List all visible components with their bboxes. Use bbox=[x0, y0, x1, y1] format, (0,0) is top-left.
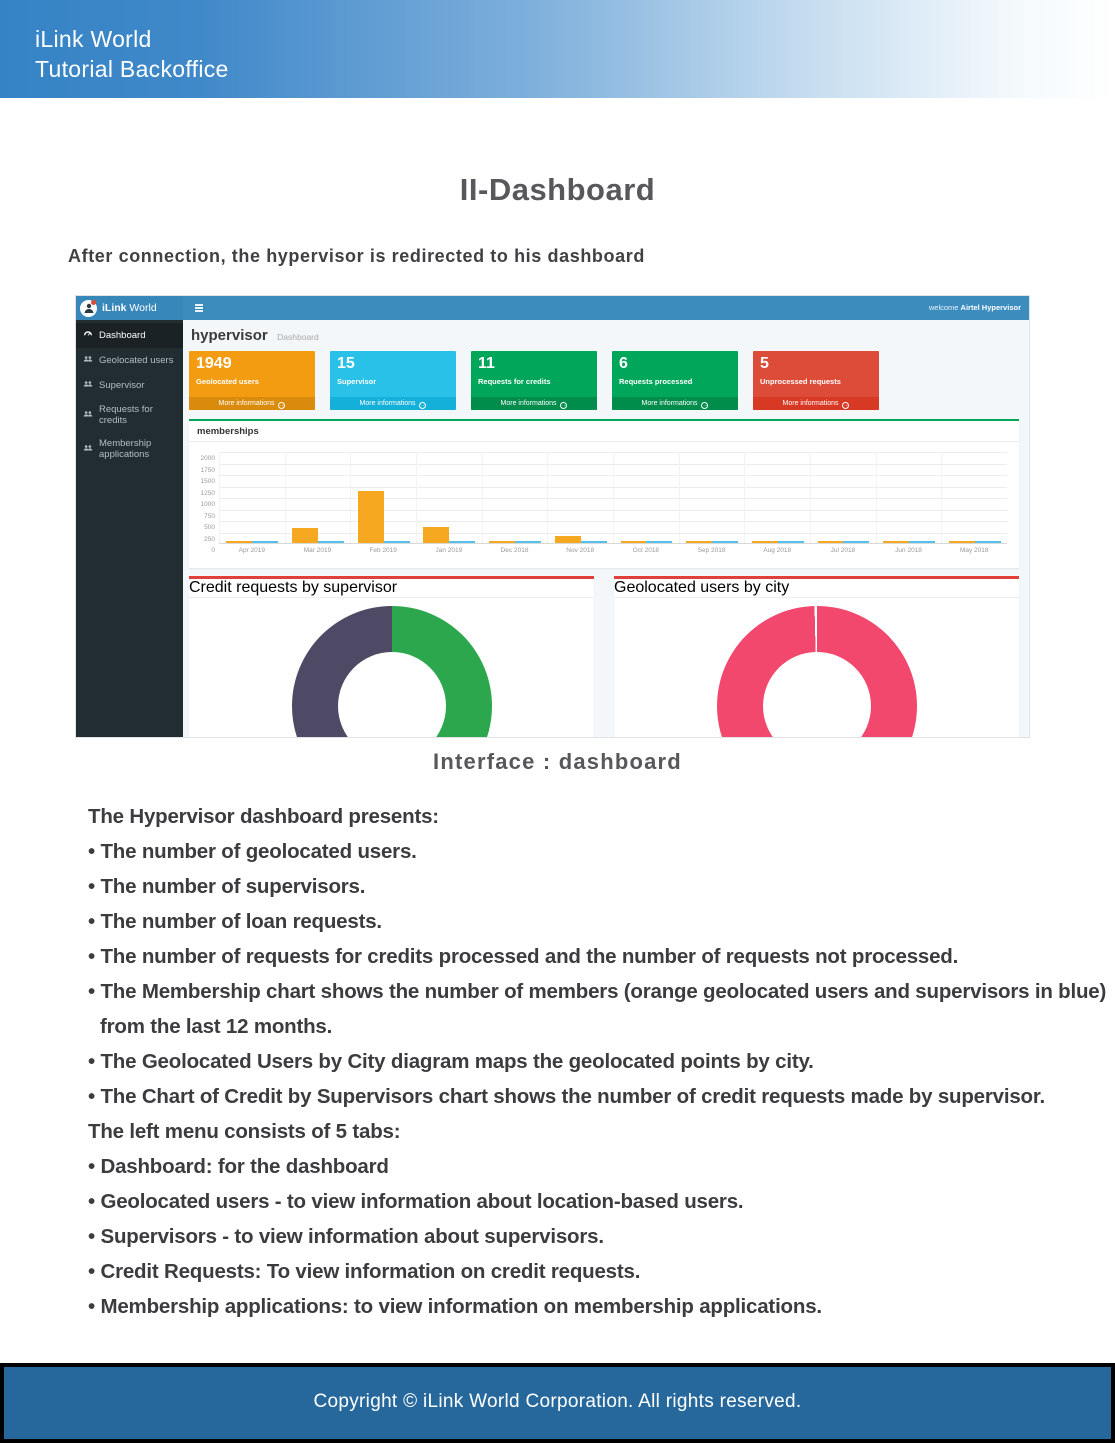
supervisors-blue-bar bbox=[975, 541, 1001, 543]
header-line-1: iLink World bbox=[35, 26, 152, 52]
y-axis-tick-label: 1750 bbox=[200, 466, 215, 474]
dashboard-heading-breadcrumb: Dashboard bbox=[277, 332, 319, 342]
bar-group-may-2018 bbox=[941, 452, 1007, 543]
donut-panels-row bbox=[189, 576, 1019, 737]
bullet-line: • The Chart of Credit by Supervisors chart shows the number of credit requests made by supervisor. bbox=[88, 1085, 1046, 1108]
bullet-line: • The number of geolocated users. bbox=[88, 840, 417, 863]
stat-card-label: Geolocated users bbox=[196, 377, 259, 386]
bar-group-feb-2019 bbox=[350, 452, 416, 543]
bullet-line: • Dashboard: for the dashboard bbox=[88, 1155, 389, 1178]
stat-card-geolocated-users bbox=[189, 351, 315, 410]
ilink-logo-icon bbox=[80, 300, 97, 317]
sidebar-item-requests-for-credits[interactable] bbox=[76, 398, 183, 432]
bar-group-apr-2019 bbox=[219, 452, 285, 543]
dashboard-screenshot bbox=[75, 295, 1030, 738]
stat-card-label: Supervisor bbox=[337, 377, 377, 386]
bar-chart-x-labels bbox=[219, 547, 1007, 554]
y-axis-tick-label: 750 bbox=[204, 512, 215, 520]
stat-card-requests-processed bbox=[612, 351, 738, 410]
x-axis-tick-label: Sep 2018 bbox=[697, 547, 726, 554]
supervisors-blue-bar bbox=[581, 541, 607, 543]
bar-group-dec-2018 bbox=[482, 452, 548, 543]
sidebar-item-label: Membership applications bbox=[99, 438, 152, 460]
dashboard-heading-title: hypervisor bbox=[191, 327, 268, 344]
geolocated-city-panel-title: Geolocated users by city bbox=[614, 579, 1019, 598]
sidebar-item-membership-applications[interactable] bbox=[76, 432, 183, 466]
text-line: The Hypervisor dashboard presents: bbox=[88, 805, 439, 828]
stat-card-value: 5 bbox=[760, 355, 769, 372]
stat-card-value: 6 bbox=[619, 355, 628, 372]
stat-card-supervisor bbox=[330, 351, 456, 410]
bullet-line: • Membership applications: to view information on membership applications. bbox=[88, 1295, 822, 1318]
stat-cards-row bbox=[189, 351, 1019, 410]
bullet-line: • Credit Requests: To view information on credit requests. bbox=[88, 1260, 641, 1283]
x-axis-tick-label: Aug 2018 bbox=[763, 547, 792, 554]
geolocated-users-orange-bar bbox=[752, 541, 778, 543]
brand-name bbox=[102, 302, 157, 314]
dashboard-heading bbox=[189, 325, 1019, 351]
more-informations-link[interactable]: More informations → bbox=[330, 397, 456, 410]
memberships-panel-title: memberships bbox=[189, 421, 1019, 442]
geolocated-users-orange-bar bbox=[423, 527, 449, 543]
stat-card-body bbox=[471, 351, 597, 397]
bullet-line: • The number of requests for credits processed and the number of requests not processed. bbox=[88, 945, 959, 968]
gauge-icon bbox=[83, 329, 93, 342]
x-axis-tick-label: Mar 2019 bbox=[303, 547, 332, 554]
x-axis-tick-label: May 2018 bbox=[959, 547, 989, 554]
stat-card-requests-for-credits bbox=[471, 351, 597, 410]
y-axis-tick-label: 0 bbox=[211, 547, 215, 554]
text-line: The left menu consists of 5 tabs: bbox=[88, 1120, 401, 1143]
bullet-line: • The number of loan requests. bbox=[88, 910, 382, 933]
bullet-line: • The Geolocated Users by City diagram maps the geolocated points by city. bbox=[88, 1050, 814, 1073]
supervisors-blue-bar bbox=[515, 541, 541, 543]
sidebar-item-label: Geolocated users bbox=[99, 355, 174, 366]
supervisors-blue-bar bbox=[318, 541, 344, 543]
bullet-line: • Geolocated users - to view information about location-based users. bbox=[88, 1190, 744, 1213]
users-icon bbox=[83, 379, 93, 392]
donut-hole bbox=[763, 652, 871, 737]
bar-group-jun-2018 bbox=[876, 452, 942, 543]
arrow-circle-icon: → bbox=[843, 402, 849, 408]
y-axis-tick-label: 250 bbox=[204, 535, 215, 543]
geolocated-users-orange-bar bbox=[489, 541, 515, 543]
geolocated-users-orange-bar bbox=[621, 541, 647, 543]
arrow-circle-icon: → bbox=[702, 402, 708, 408]
more-informations-link[interactable]: More informations → bbox=[189, 397, 315, 410]
page-subtitle: After connection, the hypervisor is redirected to his dashboard bbox=[68, 246, 645, 266]
x-axis-tick-label: Jan 2019 bbox=[435, 547, 463, 554]
brand-name-regular: World bbox=[126, 302, 157, 314]
text-line: from the last 12 months. bbox=[100, 1015, 333, 1038]
x-axis-tick-label: Feb 2019 bbox=[369, 547, 397, 554]
stat-card-unprocessed-requests bbox=[753, 351, 879, 410]
users-icon bbox=[83, 354, 93, 367]
geolocated-city-panel bbox=[614, 576, 1019, 737]
sidebar-item-label: Requests for credits bbox=[99, 404, 153, 426]
memberships-panel bbox=[189, 419, 1019, 568]
welcome-message: welcome Airtel Hypervisor bbox=[928, 303, 1021, 312]
sidebar-item-label: Supervisor bbox=[99, 380, 145, 391]
supervisors-blue-bar bbox=[449, 541, 475, 543]
bar-group-oct-2018 bbox=[613, 452, 679, 543]
y-axis-tick-label: 1500 bbox=[200, 478, 215, 485]
more-informations-link[interactable]: More informations → bbox=[471, 397, 597, 410]
supervisors-blue-bar bbox=[384, 541, 410, 543]
geolocated-users-orange-bar bbox=[292, 528, 318, 543]
supervisors-blue-bar bbox=[712, 541, 738, 543]
supervisors-blue-bar bbox=[843, 541, 869, 543]
x-axis-tick-label: Jul 2018 bbox=[830, 547, 856, 554]
users-icon bbox=[83, 443, 93, 456]
bar-group-nov-2018 bbox=[547, 452, 613, 543]
x-axis-tick-label: Jun 2018 bbox=[895, 547, 922, 554]
x-axis-tick-label: Nov 2018 bbox=[566, 547, 595, 554]
bar-group-mar-2019 bbox=[285, 452, 351, 543]
brand-name-bold: iLink bbox=[102, 302, 127, 314]
bar-group-aug-2018 bbox=[744, 452, 810, 543]
stat-card-body bbox=[612, 351, 738, 397]
screenshot-caption: Interface : dashboard bbox=[433, 749, 682, 774]
geolocated-users-orange-bar bbox=[555, 536, 581, 543]
supervisors-blue-bar bbox=[646, 541, 672, 543]
body-text bbox=[88, 799, 1107, 1324]
y-axis-tick-label: 2000 bbox=[200, 455, 215, 462]
supervisors-blue-bar bbox=[252, 541, 278, 543]
donut-hole bbox=[338, 652, 446, 737]
geolocated-city-donut-chart bbox=[717, 606, 917, 737]
y-axis-tick-label: 500 bbox=[204, 524, 215, 531]
geolocated-users-orange-bar bbox=[818, 541, 844, 543]
credit-requests-panel-title: Credit requests by supervisor bbox=[189, 579, 594, 598]
stat-card-label: Requests for credits bbox=[478, 377, 551, 386]
stat-card-body bbox=[330, 351, 456, 397]
supervisors-blue-bar bbox=[778, 541, 804, 543]
more-informations-link[interactable]: More informations → bbox=[612, 397, 738, 410]
document-footer: Copyright © iLink World Corporation. All rights reserved. bbox=[0, 1363, 1115, 1443]
hamburger-menu-icon[interactable] bbox=[195, 296, 203, 320]
arrow-circle-icon: → bbox=[420, 402, 426, 408]
arrow-circle-icon: → bbox=[279, 402, 285, 408]
stat-card-label: Unprocessed requests bbox=[760, 377, 841, 386]
geolocated-users-orange-bar bbox=[686, 541, 712, 543]
bar-group-jul-2018 bbox=[810, 452, 876, 543]
sidebar-item-label: Dashboard bbox=[99, 330, 146, 341]
more-informations-link[interactable]: More informations → bbox=[753, 397, 879, 410]
page-title: II-Dashboard bbox=[459, 172, 656, 207]
stat-card-value: 11 bbox=[478, 355, 495, 372]
credit-requests-donut-chart bbox=[292, 606, 492, 737]
bullet-line: • Supervisors - to view information about supervisors. bbox=[88, 1225, 604, 1248]
supervisors-blue-bar bbox=[909, 541, 935, 543]
stat-card-label: Requests processed bbox=[619, 377, 693, 386]
document-header bbox=[0, 0, 1115, 98]
bullet-line: • The Membership chart shows the number of members (orange geolocated users and supervisors in blue) bbox=[88, 980, 1107, 1003]
stat-card-body bbox=[753, 351, 879, 397]
arrow-circle-icon: → bbox=[561, 402, 567, 408]
location-pin-icon bbox=[91, 300, 96, 305]
sidebar-item-supervisor[interactable] bbox=[76, 373, 183, 398]
credit-requests-panel bbox=[189, 576, 594, 737]
y-axis-tick-label: 1250 bbox=[200, 489, 215, 497]
sidebar-item-geolocated-users[interactable] bbox=[76, 348, 183, 373]
geolocated-users-orange-bar bbox=[226, 541, 252, 543]
welcome-username: Airtel Hypervisor bbox=[960, 303, 1021, 312]
x-axis-tick-label: Dec 2018 bbox=[500, 547, 529, 554]
sidebar-item-dashboard[interactable] bbox=[76, 323, 183, 348]
geolocated-users-orange-bar bbox=[883, 541, 909, 543]
x-axis-tick-label: Apr 2019 bbox=[238, 547, 266, 554]
stat-card-value: 1949 bbox=[196, 355, 232, 372]
bullet-line: • The number of supervisors. bbox=[88, 875, 366, 898]
geolocated-users-orange-bar bbox=[358, 491, 384, 543]
header-line-2: Tutorial Backoffice bbox=[35, 56, 229, 82]
y-axis-tick-label: 1000 bbox=[200, 501, 215, 508]
users-icon bbox=[83, 409, 93, 422]
x-axis-tick-label: Oct 2018 bbox=[632, 547, 660, 554]
memberships-bar-chart bbox=[189, 442, 1019, 568]
dashboard-main bbox=[183, 320, 1029, 737]
bar-group-jan-2019 bbox=[416, 452, 482, 543]
dashboard-topbar bbox=[76, 296, 1029, 320]
sidebar-nav bbox=[76, 320, 183, 737]
stat-card-body bbox=[189, 351, 315, 397]
stat-card-value: 15 bbox=[337, 355, 355, 372]
brand-logo-area[interactable] bbox=[76, 296, 183, 320]
geolocated-users-orange-bar bbox=[949, 541, 975, 543]
bar-group-sep-2018 bbox=[679, 452, 745, 543]
